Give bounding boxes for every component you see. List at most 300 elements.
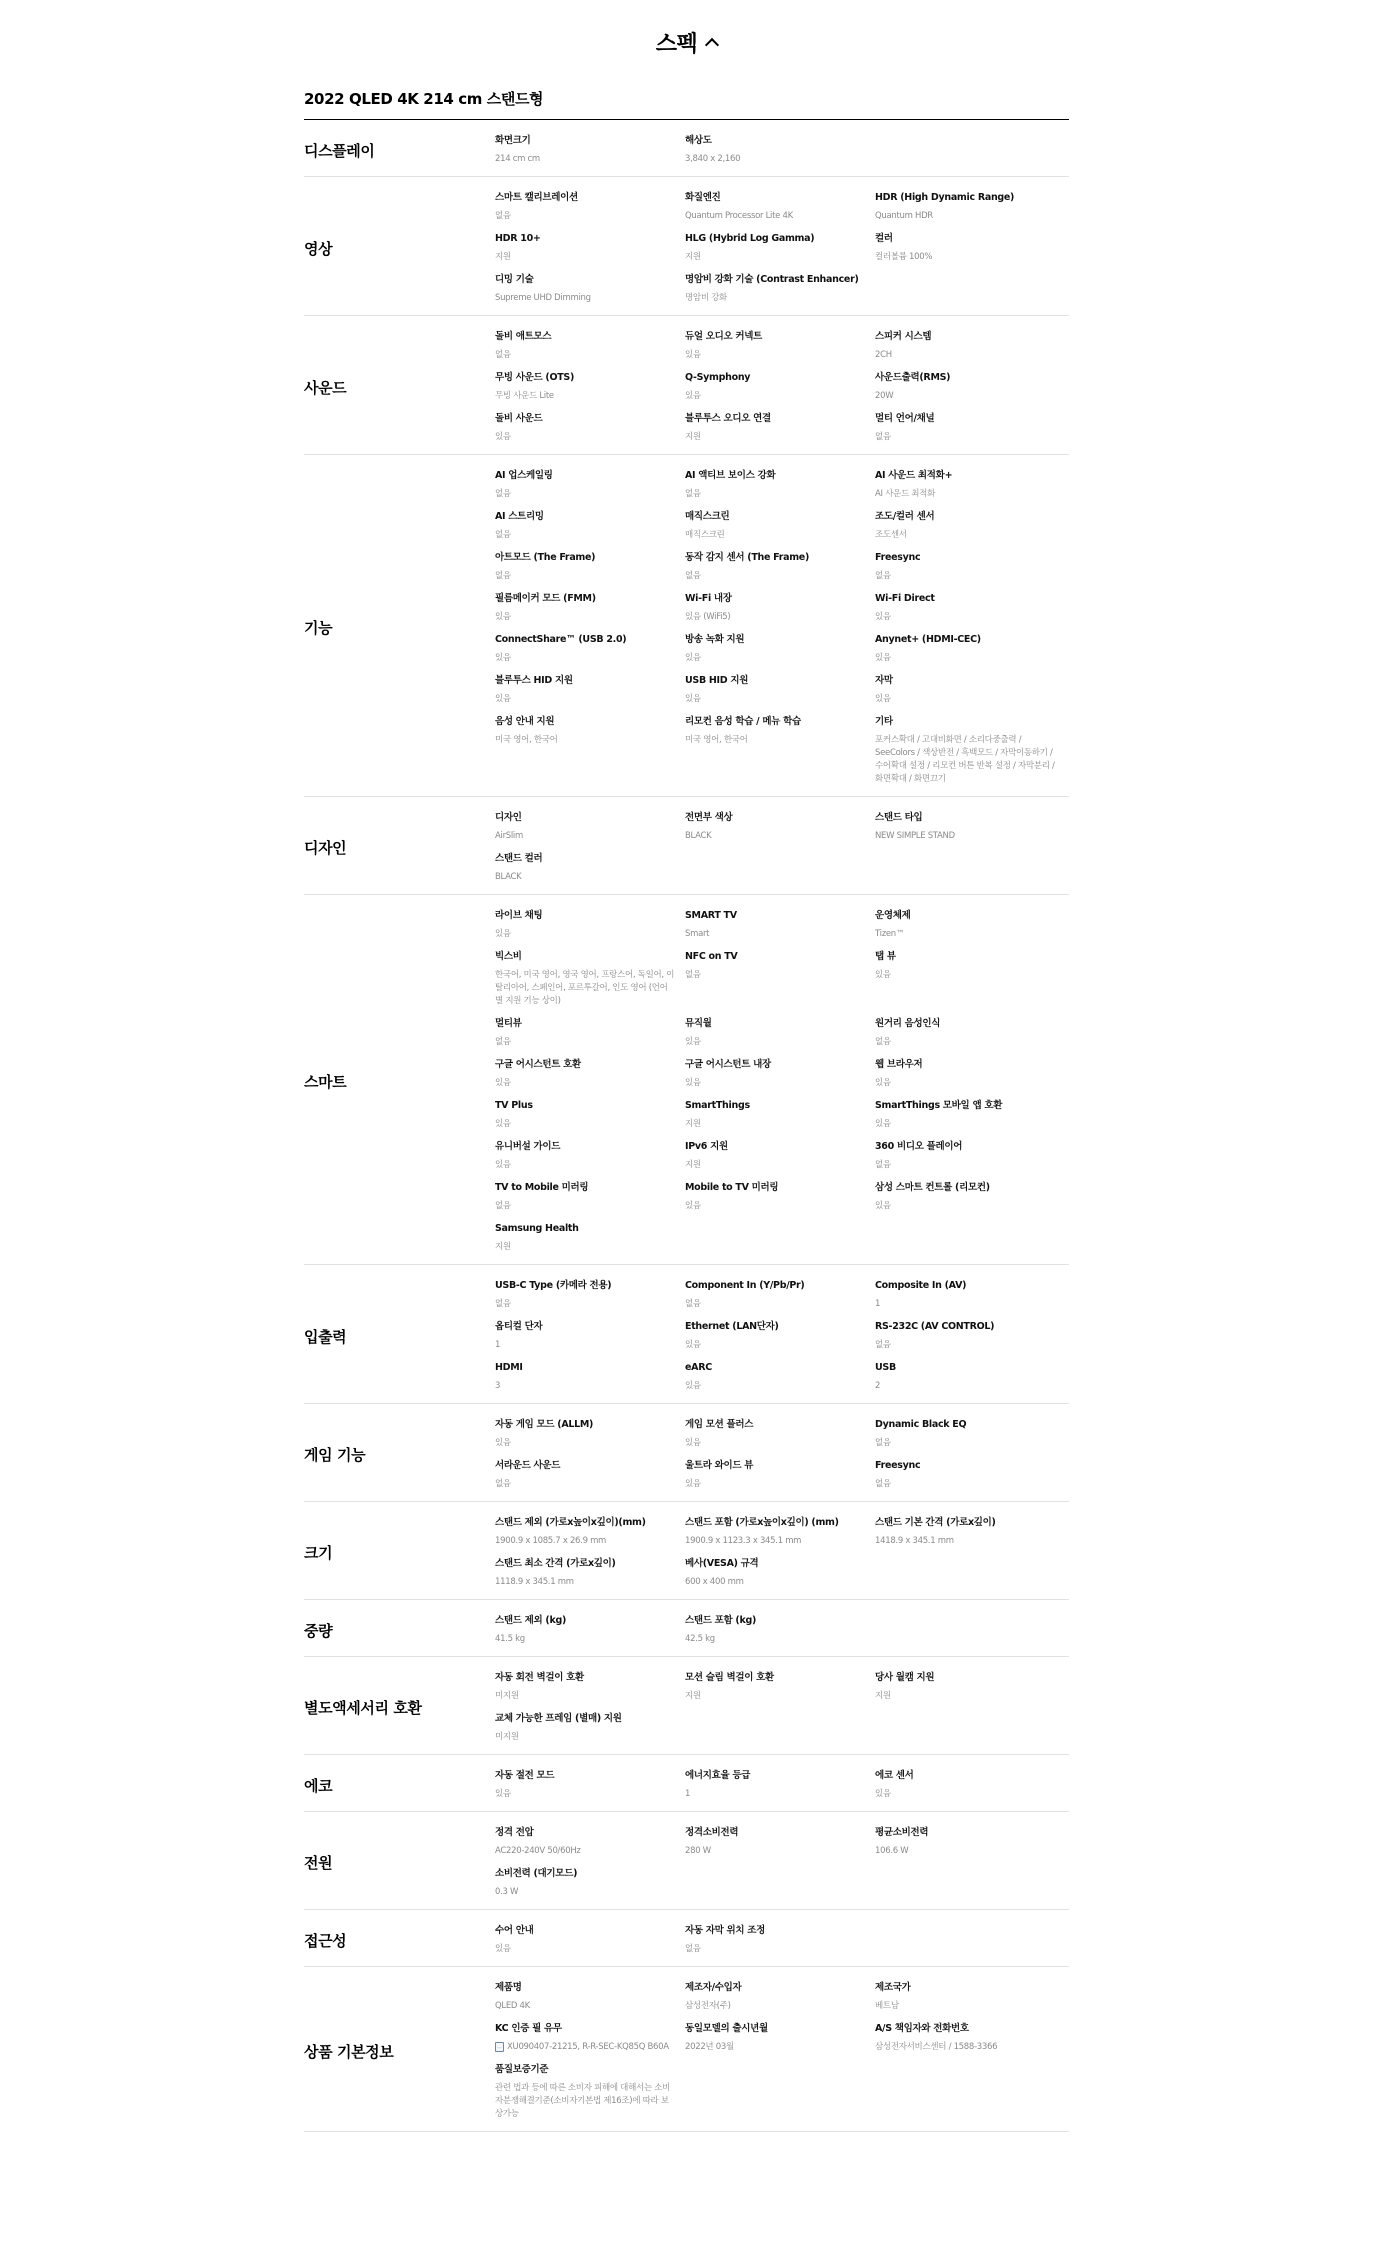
- spec-item: [875, 633, 1069, 665]
- spec-toggle-button[interactable]: [0, 0, 1373, 84]
- spec-grid: [495, 134, 1069, 166]
- spec-item: [685, 1924, 875, 1956]
- spec-value: 있음: [685, 1340, 701, 1350]
- spec-label: 정격소비전력: [685, 1827, 739, 1838]
- spec-item: [495, 633, 685, 665]
- spec-item: [685, 811, 875, 843]
- spec-item: [685, 134, 875, 166]
- spec-item: [495, 1099, 685, 1131]
- spec-item: [495, 950, 685, 1008]
- section-title: 영상: [304, 239, 333, 258]
- spec-item: [495, 715, 685, 786]
- spec-item: [685, 950, 875, 1008]
- spec-value: 1118.9 x 345.1 mm: [495, 1577, 574, 1587]
- spec-item: [875, 1140, 1069, 1172]
- spec-item: [495, 1557, 685, 1589]
- spec-container: [304, 84, 1069, 2132]
- spec-label: ConnectShare™ (USB 2.0): [495, 634, 627, 645]
- spec-value: 있음: [495, 1944, 511, 1954]
- spec-value: 없음: [685, 970, 701, 980]
- model-title: 2022 QLED 4K 214 cm 스탠드형: [304, 84, 1069, 120]
- spec-value: 베트남: [875, 2001, 899, 2011]
- spec-section: [304, 1967, 1069, 2132]
- spec-value: 있음: [875, 694, 891, 704]
- spec-label: eARC: [685, 1362, 712, 1373]
- spec-label: 옵티컬 단자: [495, 1321, 543, 1332]
- spec-value: 600 x 400 mm: [685, 1577, 744, 1587]
- spec-label: Q-Symphony: [685, 372, 751, 383]
- spec-label: 원거리 음성인식: [875, 1018, 941, 1029]
- spec-item: [875, 1099, 1069, 1131]
- spec-value: 41.5 kg: [495, 1634, 525, 1644]
- spec-label: 소비전력 (대기모드): [495, 1868, 578, 1879]
- spec-label: 교체 가능한 프레임 (별매) 지원: [495, 1713, 622, 1724]
- spec-label: 동작 감지 센서 (The Frame): [685, 552, 809, 563]
- spec-label: 듀얼 오디오 커넥트: [685, 331, 763, 342]
- spec-item: [685, 1769, 875, 1801]
- spec-item: [685, 551, 875, 583]
- spec-label: 스탠드 제외 (가로x높이x깊이)(mm): [495, 1517, 646, 1528]
- spec-item: [685, 330, 875, 362]
- spec-label: 유니버설 가이드: [495, 1141, 561, 1152]
- spec-value: 지원: [685, 432, 701, 442]
- spec-item: [685, 1614, 875, 1646]
- spec-value: 없음: [495, 211, 511, 221]
- spec-label: 멀티뷰: [495, 1018, 522, 1029]
- spec-label: 스탠드 포함 (kg): [685, 1615, 757, 1626]
- spec-item: [875, 811, 1069, 843]
- spec-label: 모션 슬림 벽걸이 호환: [685, 1672, 774, 1683]
- spec-label: 해상도: [685, 135, 712, 146]
- spec-item: [685, 1058, 875, 1090]
- spec-label: 스탠드 컬러: [495, 853, 543, 864]
- spec-item: [875, 1769, 1069, 1801]
- spec-value: 3,840 x 2,160: [685, 154, 741, 164]
- spec-label: 빅스비: [495, 951, 522, 962]
- spec-item: [685, 909, 875, 941]
- spec-value: 없음: [685, 571, 701, 581]
- spec-value: 있음: [685, 1479, 701, 1489]
- spec-label: TV Plus: [495, 1100, 533, 1111]
- spec-label: Wi-Fi Direct: [875, 593, 935, 604]
- spec-item: [495, 1614, 685, 1646]
- spec-label: 조도/컬러 센서: [875, 511, 935, 522]
- spec-value: 있음: [495, 1789, 511, 1799]
- section-title: 기능: [304, 619, 333, 637]
- spec-label: KC 인증 필 유무: [495, 2023, 562, 2034]
- spec-value: 없음: [495, 1037, 511, 1047]
- spec-item: [495, 273, 685, 305]
- spec-item: [495, 1320, 685, 1352]
- spec-label: HDR 10+: [495, 233, 541, 244]
- spec-value: 있음: [685, 1438, 701, 1448]
- spec-item: [495, 2063, 685, 2121]
- spec-value: 2022년 03월: [685, 2042, 734, 2052]
- spec-grid: [495, 330, 1069, 444]
- spec-value: 삼성전자서비스센터 / 1588-3366: [875, 2042, 998, 2052]
- spec-item: [875, 510, 1069, 542]
- spec-item: [495, 191, 685, 223]
- spec-item: [495, 1924, 685, 1956]
- spec-value: 지원: [685, 1119, 701, 1129]
- spec-value: 없음: [495, 571, 511, 581]
- spec-value: 있음: [875, 653, 891, 663]
- spec-item: [495, 1361, 685, 1393]
- spec-label: HDMI: [495, 1362, 523, 1373]
- spec-item: [685, 1459, 875, 1491]
- spec-label: RS-232C (AV CONTROL): [875, 1321, 995, 1332]
- spec-value: 있음: [495, 612, 511, 622]
- spec-label: 스탠드 타입: [875, 812, 923, 823]
- spec-value: 미지원: [495, 1732, 519, 1742]
- spec-label: Freesync: [875, 552, 921, 563]
- spec-item: [495, 1418, 685, 1450]
- spec-value: 있음: [875, 970, 891, 980]
- spec-value: 있음: [495, 1078, 511, 1088]
- spec-section: [304, 1265, 1069, 1404]
- spec-label: 정격 전압: [495, 1827, 534, 1838]
- spec-label: 자동 게임 모드 (ALLM): [495, 1419, 594, 1430]
- spec-item: [495, 1222, 685, 1254]
- spec-value: 무빙 사운드 Lite: [495, 391, 554, 401]
- spec-label: 구글 어시스턴트 호환: [495, 1059, 581, 1070]
- spec-grid: [495, 1614, 1069, 1646]
- spec-label: USB HID 지원: [685, 675, 749, 686]
- spec-label: Wi-Fi 내장: [685, 593, 732, 604]
- spec-item: [495, 1981, 685, 2013]
- spec-label: 돌비 애트모스: [495, 331, 552, 342]
- spec-item: [685, 1099, 875, 1131]
- spec-item: [875, 592, 1069, 624]
- section-title: 입출력: [304, 1327, 347, 1346]
- spec-item: [685, 1320, 875, 1352]
- spec-label: AI 액티브 보이스 강화: [685, 470, 776, 481]
- spec-label: 자동 회전 벽걸이 호환: [495, 1672, 584, 1683]
- spec-label: AI 업스케일링: [495, 470, 553, 481]
- spec-label: 뮤직월: [685, 1018, 712, 1029]
- spec-label: 블루투스 HID 지원: [495, 675, 573, 686]
- spec-value: 명암비 강화: [685, 293, 727, 303]
- spec-label: 화질엔진: [685, 192, 721, 203]
- spec-label: Anynet+ (HDMI-CEC): [875, 634, 981, 645]
- spec-item: [495, 469, 685, 501]
- spec-item: [685, 469, 875, 501]
- spec-item: [685, 1557, 875, 1589]
- spec-item: [495, 852, 685, 884]
- spec-item: [875, 551, 1069, 583]
- spec-value: 없음: [685, 1944, 701, 1954]
- spec-value: 미지원: [495, 1691, 519, 1701]
- spec-label: 동일모델의 출시년월: [685, 2023, 768, 2034]
- spec-value: 없음: [875, 1160, 891, 1170]
- spec-value: Quantum Processor Lite 4K: [685, 211, 793, 221]
- spec-value: 있음: [685, 391, 701, 401]
- spec-value: AI 사운드 최적화: [875, 489, 935, 499]
- spec-value: Smart: [685, 929, 710, 939]
- spec-value: 2CH: [875, 350, 892, 360]
- spec-value: 있음: [875, 1078, 891, 1088]
- spec-item: [685, 1826, 875, 1858]
- spec-label: 에코 센서: [875, 1770, 914, 1781]
- spec-value: BLACK: [495, 872, 522, 882]
- spec-value: 없음: [685, 1299, 701, 1309]
- spec-section: [304, 1657, 1069, 1755]
- spec-label: 디밍 기술: [495, 274, 534, 285]
- spec-item: [495, 1867, 685, 1899]
- spec-label: 스탠드 포함 (가로x높이x깊이) (mm): [685, 1517, 839, 1528]
- spec-label: 게임 모션 플러스: [685, 1419, 754, 1430]
- spec-value: 없음: [875, 1438, 891, 1448]
- spec-value: 있음: [495, 653, 511, 663]
- spec-item: [875, 1516, 1069, 1548]
- spec-item: [875, 1418, 1069, 1450]
- spec-section: [304, 316, 1069, 455]
- spec-sections: [304, 120, 1069, 2132]
- spec-label: 베사(VESA) 규격: [685, 1558, 759, 1569]
- section-title: 사운드: [304, 378, 347, 397]
- spec-label: 디자인: [495, 812, 522, 823]
- spec-item: [875, 1981, 1069, 2013]
- spec-value: 있음: [685, 350, 701, 360]
- spec-grid: [495, 1924, 1069, 1956]
- spec-value: Quantum HDR: [875, 211, 933, 221]
- spec-grid: [495, 1418, 1069, 1491]
- spec-label: 블루투스 오디오 연결: [685, 413, 771, 424]
- spec-label: 삼성 스마트 컨트롤 (리모컨): [875, 1182, 990, 1193]
- spec-item: [685, 715, 875, 786]
- spec-item: [495, 1671, 685, 1703]
- spec-item: [875, 909, 1069, 941]
- spec-item: [875, 469, 1069, 501]
- spec-label: HDR (High Dynamic Range): [875, 192, 1015, 203]
- spec-label: 스탠드 최소 간격 (가로x깊이): [495, 1558, 616, 1569]
- spec-label: 웹 브라우저: [875, 1059, 923, 1070]
- spec-value: NEW SIMPLE STAND: [875, 831, 955, 841]
- spec-section: [304, 120, 1069, 177]
- spec-item: [875, 1361, 1069, 1393]
- spec-section: [304, 177, 1069, 316]
- spec-toggle-label: 스펙: [655, 31, 698, 57]
- spec-label: Mobile to TV 미러링: [685, 1182, 779, 1193]
- spec-item: [495, 510, 685, 542]
- spec-value: 삼성전자(주): [685, 2001, 731, 2011]
- spec-value: 있음: [685, 1201, 701, 1211]
- spec-value: 20W: [875, 391, 894, 401]
- spec-value: 있음: [875, 1119, 891, 1129]
- spec-grid: [495, 1826, 1069, 1899]
- spec-label: 탭 뷰: [875, 951, 896, 962]
- spec-label: 제품명: [495, 1982, 522, 1993]
- section-title: 별도액세서리 호환: [304, 1699, 422, 1717]
- spec-label: 운영체제: [875, 910, 911, 921]
- spec-item: [875, 1671, 1069, 1703]
- spec-value: 106.6 W: [875, 1846, 909, 1856]
- spec-item: [495, 909, 685, 941]
- spec-value: 있음: [875, 1201, 891, 1211]
- spec-value: AirSlim: [495, 831, 523, 841]
- spec-label: 자동 절전 모드: [495, 1770, 555, 1781]
- spec-item: [875, 371, 1069, 403]
- spec-item: [685, 674, 875, 706]
- spec-label: 제조자/수입자: [685, 1982, 742, 1993]
- spec-value: 214 cm cm: [495, 154, 540, 164]
- section-title: 전원: [304, 1854, 333, 1872]
- spec-label: 에너지효율 등급: [685, 1770, 751, 1781]
- spec-grid: [495, 1981, 1069, 2121]
- spec-grid: [495, 811, 1069, 884]
- spec-value: [495, 2041, 675, 2054]
- spec-item: [495, 1279, 685, 1311]
- spec-item: [495, 1769, 685, 1801]
- spec-item: [495, 2022, 685, 2054]
- spec-section: [304, 1600, 1069, 1657]
- spec-value: 미국 영어, 한국어: [685, 735, 748, 745]
- spec-label: 당사 월캠 지원: [875, 1672, 935, 1683]
- spec-item: [495, 412, 685, 444]
- spec-label: Ethernet (LAN단자): [685, 1321, 779, 1332]
- spec-value: QLED 4K: [495, 2001, 530, 2011]
- section-title: 디스플레이: [304, 141, 375, 160]
- section-title: 크기: [304, 1544, 333, 1562]
- spec-value: 있음: [685, 1037, 701, 1047]
- spec-item: [685, 1671, 875, 1703]
- spec-label: 수어 안내: [495, 1925, 534, 1936]
- spec-item: [875, 1058, 1069, 1090]
- spec-value: 지원: [685, 252, 701, 262]
- spec-label: 음성 안내 지원: [495, 716, 555, 727]
- spec-label: 돌비 사운드: [495, 413, 543, 424]
- spec-item: [495, 1058, 685, 1090]
- spec-label: 사운드출력(RMS): [875, 372, 951, 383]
- spec-value: 지원: [495, 252, 511, 262]
- spec-value: 있음: [875, 612, 891, 622]
- spec-value: 한국어, 미국 영어, 영국 영어, 프랑스어, 독일어, 이탈리아어, 스페인어, 포르투갈어, 인도 영어 (언어별 지원 기능 상이): [495, 970, 675, 1006]
- spec-label: 울트라 와이드 뷰: [685, 1460, 754, 1471]
- spec-value: 있음: [495, 432, 511, 442]
- spec-label: 방송 녹화 지원: [685, 634, 745, 645]
- spec-label: NFC on TV: [685, 951, 738, 962]
- spec-item: [495, 1712, 685, 1744]
- spec-label: 필름메이커 모드 (FMM): [495, 593, 596, 604]
- spec-value: 있음: [685, 1078, 701, 1088]
- spec-item: [875, 412, 1069, 444]
- spec-value: 있음: [495, 1119, 511, 1129]
- spec-item: [875, 715, 1069, 786]
- spec-label: 라이브 채팅: [495, 910, 543, 921]
- spec-value: 지원: [685, 1160, 701, 1170]
- spec-value-text: XU090407-21215, R-R-SEC-KQ85Q B60A: [507, 2042, 669, 2052]
- spec-item: [875, 1459, 1069, 1491]
- spec-value: 없음: [875, 432, 891, 442]
- spec-label: Freesync: [875, 1460, 921, 1471]
- spec-label: 리모컨 음성 학습 / 메뉴 학습: [685, 716, 801, 727]
- section-title: 상품 기본정보: [304, 2042, 394, 2061]
- section-title: 게임 기능: [304, 1446, 366, 1464]
- spec-value: 1: [875, 1299, 881, 1309]
- spec-item: [495, 232, 685, 264]
- section-title: 디자인: [304, 839, 347, 857]
- spec-value: 0.3 W: [495, 1887, 519, 1897]
- spec-section: [304, 1910, 1069, 1967]
- spec-value: 1900.9 x 1123.3 x 345.1 mm: [685, 1536, 802, 1546]
- section-title: 접근성: [304, 1931, 347, 1950]
- spec-label: IPv6 지원: [685, 1141, 728, 1152]
- spec-value: 조도센서: [875, 530, 907, 540]
- spec-item: [495, 1826, 685, 1858]
- spec-item: [875, 191, 1069, 223]
- spec-item: [495, 330, 685, 362]
- spec-item: [685, 1361, 875, 1393]
- spec-value: 2: [875, 1381, 881, 1391]
- spec-grid: [495, 1769, 1069, 1801]
- spec-item: [875, 674, 1069, 706]
- spec-item: [495, 1140, 685, 1172]
- chevron-up-icon: [705, 38, 719, 52]
- spec-grid: [495, 909, 1069, 1254]
- spec-value: 지원: [685, 1691, 701, 1701]
- spec-value: 있음: [495, 929, 511, 939]
- spec-value: AC220-240V 50/60Hz: [495, 1846, 581, 1856]
- spec-item: [875, 1279, 1069, 1311]
- spec-label: SmartThings: [685, 1100, 750, 1111]
- spec-label: 화면크기: [495, 135, 531, 146]
- kc-cert-icon[interactable]: [495, 2042, 504, 2052]
- spec-value: 관련 법과 등에 따른 소비자 피해에 대해서는 소비자분쟁해결기준(소비자기본법 제16조)에 따라 보상가능: [495, 2083, 671, 2119]
- section-title: 중량: [304, 1621, 333, 1640]
- spec-item: [685, 592, 875, 624]
- spec-value: 지원: [495, 1242, 511, 1252]
- spec-label: 기타: [875, 716, 893, 727]
- spec-label: 품질보증기준: [495, 2064, 549, 2075]
- spec-value: 1: [495, 1340, 501, 1350]
- spec-label: 아트모드 (The Frame): [495, 552, 596, 563]
- spec-label: 360 비디오 플레이어: [875, 1141, 963, 1152]
- spec-item: [875, 1826, 1069, 1858]
- spec-label: USB: [875, 1362, 896, 1373]
- spec-value: 없음: [875, 571, 891, 581]
- spec-value: 없음: [495, 350, 511, 360]
- spec-value: 1: [685, 1789, 691, 1799]
- spec-value: 매직스크린: [685, 530, 725, 540]
- spec-value: 없음: [495, 489, 511, 499]
- spec-value: 없음: [875, 1479, 891, 1489]
- spec-label: 자막: [875, 675, 893, 686]
- spec-label: 서라운드 사운드: [495, 1460, 561, 1471]
- spec-label: 제조국가: [875, 1982, 911, 1993]
- spec-section: [304, 1812, 1069, 1910]
- spec-value: 1418.9 x 345.1 mm: [875, 1536, 954, 1546]
- spec-grid: [495, 1671, 1069, 1744]
- spec-value: 없음: [875, 1037, 891, 1047]
- spec-item: [685, 412, 875, 444]
- spec-label: 무빙 사운드 (OTS): [495, 372, 574, 383]
- spec-label: Component In (Y/Pb/Pr): [685, 1280, 805, 1291]
- spec-value: 컬러볼륨 100%: [875, 252, 933, 262]
- spec-item: [685, 1017, 875, 1049]
- section-title: 에코: [304, 1776, 333, 1795]
- spec-item: [495, 1017, 685, 1049]
- spec-label: 매직스크린: [685, 511, 730, 522]
- spec-value: 있음: [495, 1438, 511, 1448]
- spec-label: AI 스트리밍: [495, 511, 544, 522]
- spec-label: 평균소비전력: [875, 1827, 929, 1838]
- spec-label: TV to Mobile 미러링: [495, 1182, 589, 1193]
- spec-section: [304, 1755, 1069, 1812]
- spec-section: [304, 797, 1069, 895]
- spec-item: [685, 232, 875, 264]
- spec-item: [685, 1181, 875, 1213]
- spec-label: 멀티 언어/채널: [875, 413, 935, 424]
